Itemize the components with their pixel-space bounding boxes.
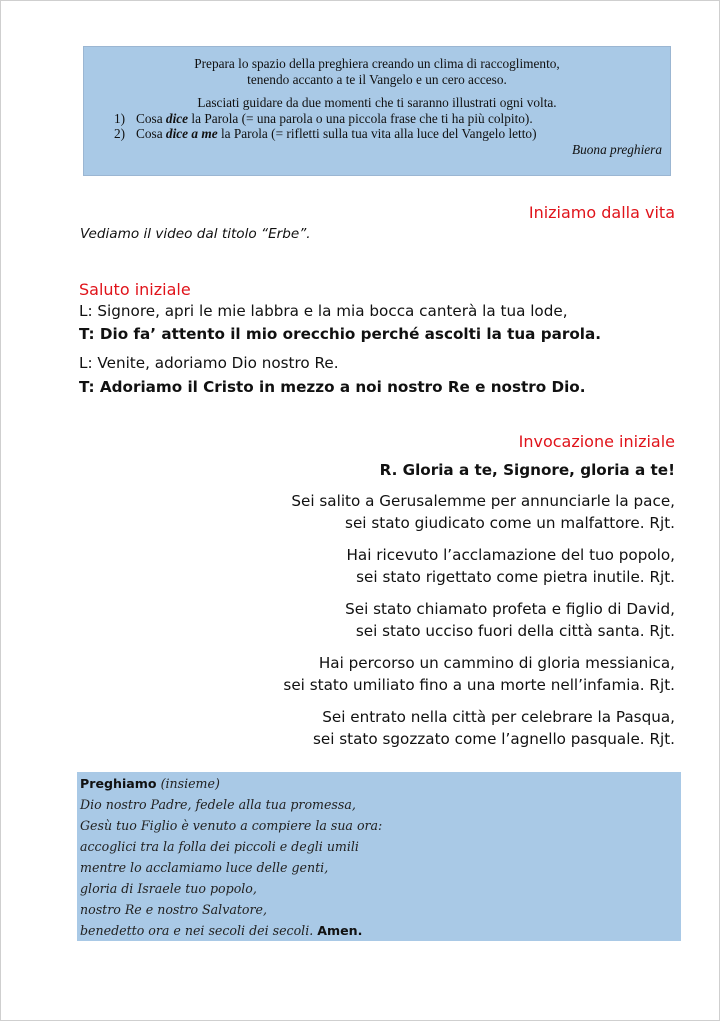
saluto-line-2: T: Dio fa’ attento il mio orecchio perché ascolti la tua parola. — [79, 325, 601, 343]
intro-item-2: 2) Cosa dice a me la Parola (= rifletti sulla tua vita alla luce del Vangelo letto) — [114, 126, 537, 141]
intro-box — [83, 46, 671, 176]
invocazione-response: R. Gloria a te, Signore, gloria a te! — [379, 461, 675, 479]
saluto-line-4: T: Adoriamo il Cristo in mezzo a noi nostro Re e nostro Dio. — [79, 378, 586, 396]
preghiamo-line-6: nostro Re e nostro Salvatore, — [80, 902, 267, 917]
intro-line-1: Prepara lo spazio della preghiera creando un clima di raccoglimento, — [194, 56, 560, 71]
invocazione-stanza-4: Hai percorso un cammino di gloria messianica, sei stato umiliato fino a una morte nell’infamia. Rjt. — [283, 654, 675, 694]
invocazione-stanza-2: Hai ricevuto l’acclamazione del tuo popolo, sei stato rigettato come pietra inutile. Rjt. — [346, 546, 675, 586]
invocazione-stanza-3: Sei stato chiamato profeta e figlio di David, sei stato ucciso fuori della città santa. Rjt. — [345, 600, 675, 640]
heading-saluto: Saluto iniziale — [79, 280, 191, 299]
invocazione-stanza-5: Sei entrato nella città per celebrare la Pasqua, sei stato sgozzato come l’agnello pasquale. Rjt. — [312, 708, 675, 748]
preghiamo-heading: Preghiamo (insieme) — [80, 776, 220, 791]
preghiamo-line-3: accoglici tra la folla dei piccoli e degli umili — [80, 839, 359, 854]
saluto-line-1: L: Signore, apri le mie labbra e la mia bocca canterà la tua lode, — [79, 302, 568, 320]
intro-item-1: 1) Cosa dice la Parola (= una parola o una piccola frase che ti ha più colpito). — [114, 110, 533, 126]
preghiamo-line-7: benedetto ora e nei secoli dei secoli. Amen. — [80, 923, 363, 938]
heading-iniziamo: Iniziamo dalla vita — [528, 203, 675, 222]
intro-line-2: tenendo accanto a te il Vangelo e un cero acceso. — [247, 71, 507, 87]
saluto-line-3: L: Venite, adoriamo Dio nostro Re. — [79, 354, 339, 372]
invocazione-stanza-1: Sei salito a Gerusalemme per annunciarle la pace, sei stato giudicato come un malfattore. Rjt. — [291, 492, 675, 532]
video-intro-text: Vediamo il video dal titolo “Erbe”. — [80, 226, 311, 242]
preghiamo-line-4: mentre lo acclamiamo luce delle genti, — [80, 860, 329, 875]
preghiamo-line-5: gloria di Israele tuo popolo, — [80, 881, 257, 896]
preghiamo-line-1: Dio nostro Padre, fedele alla tua promessa, — [80, 797, 356, 812]
heading-invocazione: Invocazione iniziale — [518, 432, 675, 451]
preghiamo-line-2: Gesù tuo Figlio è venuto a compiere la sua ora: — [80, 818, 383, 833]
intro-line-3: Lasciati guidare da due momenti che ti saranno illustrati ogni volta. — [197, 95, 557, 110]
preghiamo-box — [77, 772, 681, 941]
intro-signature: Buona preghiera — [572, 141, 662, 157]
